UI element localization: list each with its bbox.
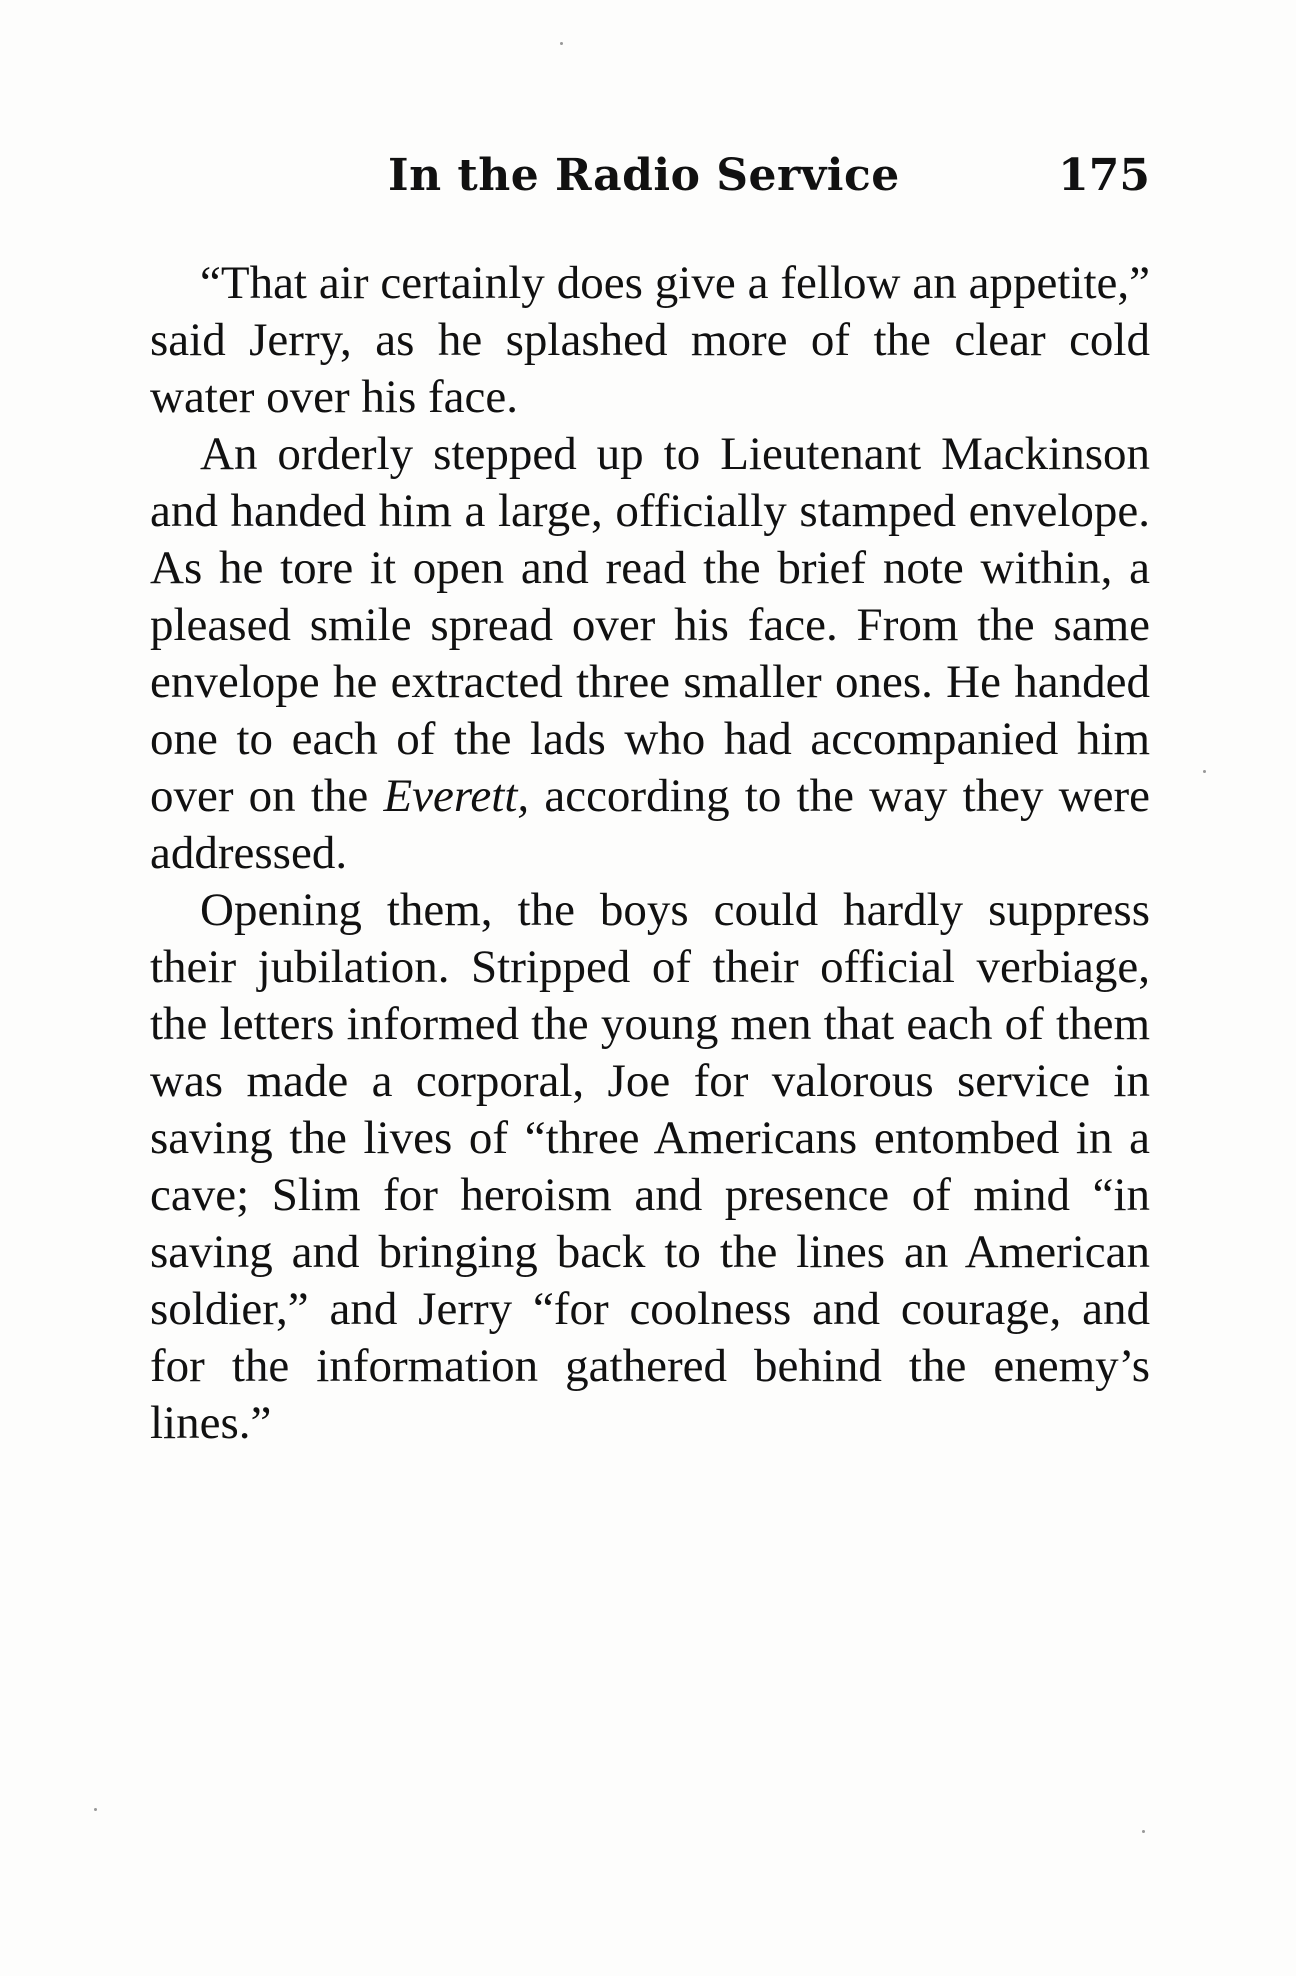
paragraph-3: Opening them, the boys could hardly suppress their jubilation. Stripped of their official verbiage, the letters informed the young men that each of them was made a corporal, Joe for valorous service in saving the lives of “three Americans entombed in a cave; Slim for heroism and presence of mind “in saving and bringing back to the lines an American soldier,” and Jerry “for coolness and courage, and for the information gathered behind the enemy’s lines.” bbox=[150, 884, 1150, 1449]
ship-name-everett: Everett, bbox=[383, 770, 530, 822]
scan-speck bbox=[1203, 770, 1206, 773]
paragraph-2-start: An orderly stepped up to Lieutenant Mackinson and handed him a large, officially stamped envelope. As he tore it open and read the brief note within, a pleased smile spread over his face. From the same envelope he extracted three smaller ones. He handed one to each of the lads who had accompanied him over on the bbox=[150, 428, 1150, 822]
scan-speck bbox=[560, 42, 563, 45]
paragraph-2-end: according to the way they were addressed. bbox=[150, 770, 1150, 879]
page-number: 175 bbox=[1058, 150, 1150, 201]
paragraph-2 bbox=[150, 426, 1150, 882]
running-head bbox=[150, 150, 1150, 210]
running-title: In the Radio Service bbox=[388, 150, 900, 201]
scan-speck bbox=[94, 1808, 97, 1811]
paragraph-1: “That air certainly does give a fellow an appetite,” said Jerry, as he splashed more of the clear cold water over his face. bbox=[150, 257, 1150, 423]
scan-speck bbox=[1142, 1830, 1145, 1833]
body-text bbox=[150, 255, 1150, 1452]
